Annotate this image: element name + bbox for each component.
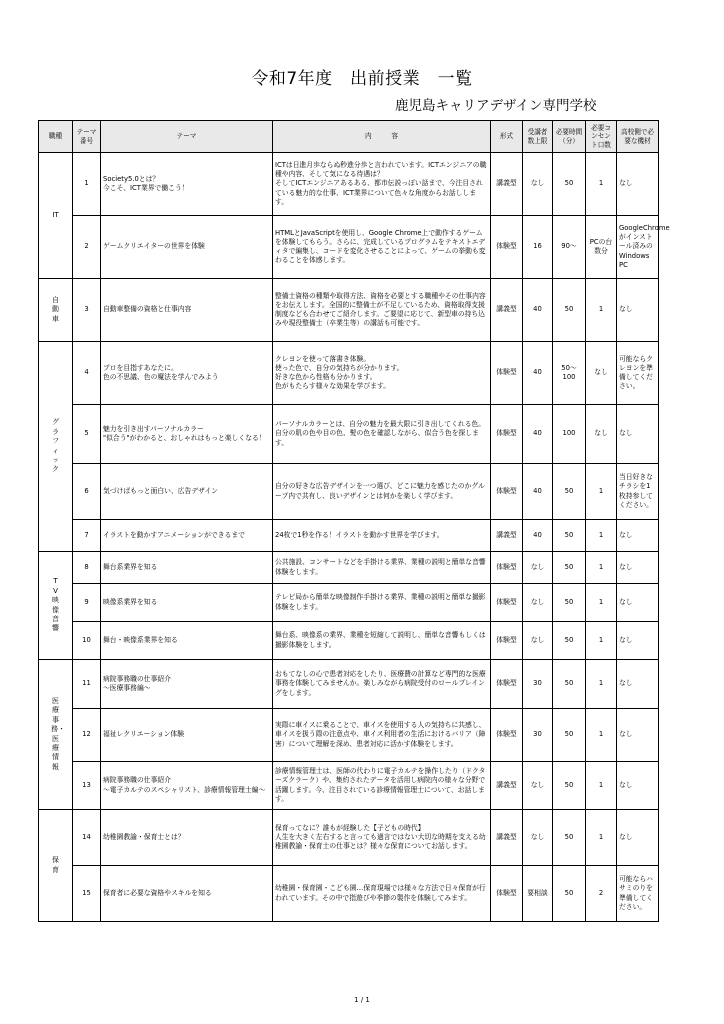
row-equipment: なし: [617, 622, 659, 660]
table-header-row: [39, 121, 659, 153]
row-equipment: なし: [617, 584, 659, 622]
row-equipment: なし: [617, 762, 659, 810]
category-cell: [39, 279, 73, 342]
row-number: 6: [73, 464, 101, 520]
row-theme: Society5.0とは？ 今こそ、ICT業界で働こう！: [101, 153, 273, 216]
table-row: [39, 866, 659, 922]
category-label: 医療事務・医療情報: [51, 696, 65, 771]
category-cell: [39, 342, 73, 552]
row-outlets: 1: [586, 279, 617, 342]
row-time: 100: [553, 405, 586, 464]
row-number: 1: [73, 153, 101, 216]
table-row: [39, 279, 659, 342]
row-number: 15: [73, 866, 101, 922]
category-label: TV映像音響: [52, 577, 59, 633]
row-number: 13: [73, 762, 101, 810]
row-content: 舞台系、映像系の業界、業種を短縮して説明し、簡単な音響もしくは撮影体験をします。: [273, 622, 491, 660]
row-capacity: 40: [523, 405, 553, 464]
table-row: [39, 660, 659, 709]
header-category: 職種: [39, 121, 73, 153]
row-format: 体験型: [491, 216, 523, 279]
row-number: 3: [73, 279, 101, 342]
header-number: テーマ番号: [73, 121, 101, 153]
row-format: 体験型: [491, 584, 523, 622]
row-equipment: 可能ならハサミのりを準備してください。: [617, 866, 659, 922]
row-theme: 魅力を引き出すパーソナルカラー "似合う"がわかると、おしゃれはもっと楽しくなる！: [101, 405, 273, 464]
row-theme: ゲームクリエイターの世界を体験: [101, 216, 273, 279]
row-number: 11: [73, 660, 101, 709]
row-content: 整備士資格の種類や取得方法、資格を必要とする職種やその仕事内容をお伝えします。全国的に整備士が不足しているため、資格取得支援制度なども合わせてご紹介します。ご要望に応じて、新型車の持ち込みや現役整備士（卒業生等）の講話も可能です。: [273, 279, 491, 342]
row-equipment: なし: [617, 660, 659, 709]
row-theme: プロを目指すあなたに。 色の不思議、色の魔法を学んでみよう: [101, 342, 273, 405]
row-content: 診療情報管理士は、医師の代わりに電子カルテを操作したり（ドクターズクラーク）や、集約されたデータを活用し病院内の様々な分野で活躍します。今、注目されている診療情報管理士について、お話します。: [273, 762, 491, 810]
table-row: [39, 464, 659, 520]
row-format: 体験型: [491, 342, 523, 405]
row-number: 14: [73, 810, 101, 866]
category-cell: [39, 153, 73, 279]
row-capacity: 要相談: [523, 866, 553, 922]
row-number: 8: [73, 552, 101, 584]
row-number: 9: [73, 584, 101, 622]
row-outlets: なし: [586, 405, 617, 464]
row-equipment: なし: [617, 709, 659, 762]
row-content: クレヨンを使って落書き体験。 使った色で、自分の気持ちが分かります。 好きな色から性格も分かります。 色がもたらす様々な効果を学びます。: [273, 342, 491, 405]
row-format: 体験型: [491, 552, 523, 584]
row-time: 50: [553, 279, 586, 342]
row-time: 50～100: [553, 342, 586, 405]
category-label: 保育: [52, 856, 59, 874]
row-outlets: 1: [586, 584, 617, 622]
row-outlets: なし: [586, 342, 617, 405]
row-equipment: GoogleChromeがインストール済みのWindows PC: [617, 216, 659, 279]
table-row: [39, 584, 659, 622]
row-outlets: 2: [586, 866, 617, 922]
row-capacity: 40: [523, 464, 553, 520]
row-capacity: 16: [523, 216, 553, 279]
row-outlets: 1: [586, 622, 617, 660]
table-row: [39, 342, 659, 405]
row-format: 講義型: [491, 153, 523, 216]
row-content: HTMLとJavaScriptを使用し、Google Chrome上で動作するゲームを体験してもらう。さらに、完成しているプログラムをテキストエディタで編集し、コードを変化させることによって、ゲームの挙動も変わることを体感します。: [273, 216, 491, 279]
row-equipment: 可能ならクレヨンを準備してください。: [617, 342, 659, 405]
table-row: [39, 552, 659, 584]
row-time: 90～: [553, 216, 586, 279]
row-theme: イラストを動かすアニメーションができるまで: [101, 520, 273, 552]
row-content: 実際に車イスに乗ることで、車イスを使用する人の気持ちに共感し、車イスを扱う際の注意点や、車イス利用者の生活におけるバリア（障害）について理解を深め、患者対応に活かす体験をします。: [273, 709, 491, 762]
row-format: 体験型: [491, 866, 523, 922]
row-content: テレビ局から簡単な映像制作手掛ける業界、業種の説明と簡単な撮影体験をします。: [273, 584, 491, 622]
row-capacity: なし: [523, 762, 553, 810]
row-capacity: 30: [523, 709, 553, 762]
row-content: おもてなしの心で患者対応をしたり、医療費の計算など専門的な医療事務を体験してみませんか。楽しみながら病院受付のロールプレイングをします。: [273, 660, 491, 709]
row-equipment: なし: [617, 279, 659, 342]
category-label: IT: [52, 210, 59, 219]
row-capacity: なし: [523, 552, 553, 584]
header-equipment: 高校側で必要な機材: [617, 121, 659, 153]
table-row: [39, 762, 659, 810]
row-capacity: なし: [523, 153, 553, 216]
row-content: 幼稚園・保育園・こども園…保育現場では様々な方法で日々保育が行われています。その中で指遊びや季節の製作を体験してみます。: [273, 866, 491, 922]
row-capacity: 40: [523, 279, 553, 342]
row-capacity: なし: [523, 622, 553, 660]
row-outlets: 1: [586, 464, 617, 520]
row-number: 10: [73, 622, 101, 660]
row-time: 50: [553, 464, 586, 520]
row-time: 50: [553, 762, 586, 810]
row-format: 体験型: [491, 709, 523, 762]
row-content: 保育ってなに？誰もが経験した【子どもの時代】 人生を大きく左右すると言っても過言ではない大切な時期を支える幼稚園教諭・保育士の仕事とは？様々な保育についてお話します。: [273, 810, 491, 866]
row-theme: 舞台系業界を知る: [101, 552, 273, 584]
row-equipment: 当日好きなチラシを1枚持参してください。: [617, 464, 659, 520]
lessons-table: [38, 120, 670, 922]
page-title: 令和7年度 出前授業 一覧: [251, 69, 473, 89]
row-format: 講義型: [491, 762, 523, 810]
row-capacity: なし: [523, 810, 553, 866]
row-equipment: なし: [617, 520, 659, 552]
category-cell: [39, 660, 73, 810]
row-equipment: なし: [617, 153, 659, 216]
row-format: 体験型: [491, 405, 523, 464]
row-number: 2: [73, 216, 101, 279]
category-label: 自動車: [52, 295, 59, 323]
school-name: 鹿児島キャリアデザイン専門学校: [395, 98, 597, 114]
table-row: [39, 709, 659, 762]
row-time: 50: [553, 622, 586, 660]
row-time: 50: [553, 810, 586, 866]
row-content: 公共施設、コンサートなどを手掛ける業界、業種の説明と簡単な音響体験をします。: [273, 552, 491, 584]
row-format: 講義型: [491, 810, 523, 866]
row-time: 50: [553, 153, 586, 216]
row-format: 講義型: [491, 520, 523, 552]
header-capacity: 受講者数上限: [523, 121, 553, 153]
page-footer: 1 / 1: [354, 996, 370, 1004]
row-time: 50: [553, 660, 586, 709]
row-number: 12: [73, 709, 101, 762]
row-outlets: 1: [586, 520, 617, 552]
category-cell: [39, 552, 73, 660]
row-theme: 病院事務職の仕事紹介 ～医療事務編～: [101, 660, 273, 709]
row-theme: 福祉レクリエーション体験: [101, 709, 273, 762]
row-content: 自分の好きな広告デザインを一つ選び、どこに魅力を感じたのかグループ内で共有し、良いデザインとは何かを楽しく学びます。: [273, 464, 491, 520]
header-theme: テーマ: [101, 121, 273, 153]
row-time: 50: [553, 552, 586, 584]
category-cell: [39, 810, 73, 922]
category-label: グラフィック: [52, 418, 59, 474]
row-format: 体験型: [491, 464, 523, 520]
row-format: 体験型: [491, 660, 523, 709]
row-outlets: 1: [586, 552, 617, 584]
row-capacity: なし: [523, 584, 553, 622]
table-row: [39, 405, 659, 464]
row-format: 体験型: [491, 622, 523, 660]
row-content: パーソナルカラーとは、自分の魅力を最大限に引き出してくれる色。自分の肌の色や目の色、髪の色を確認しながら、似合う色を探します。: [273, 405, 491, 464]
header-format: 形式: [491, 121, 523, 153]
header-outlets: 必要コンセント口数: [586, 121, 617, 153]
row-number: 5: [73, 405, 101, 464]
row-equipment: なし: [617, 405, 659, 464]
row-number: 4: [73, 342, 101, 405]
row-content: ICTは日進月歩ならぬ秒進分歩と言われています。ICTエンジニアの職種や内容、そして気になる待遇は？ そしてICTエンジニアあるある、都市伝説っぽい話まで、今注目されている魅力的な仕事、ICT業界について色々な角度からお話しします。: [273, 153, 491, 216]
row-outlets: 1: [586, 709, 617, 762]
row-theme: 保育者に必要な資格やスキルを知る: [101, 866, 273, 922]
table-row: [39, 153, 659, 216]
row-outlets: 1: [586, 762, 617, 810]
row-theme: 舞台・映像系業界を知る: [101, 622, 273, 660]
row-time: 50: [553, 709, 586, 762]
row-theme: 病院事務職の仕事紹介 ～電子カルテのスペシャリスト、診療情報管理士編～: [101, 762, 273, 810]
row-equipment: なし: [617, 552, 659, 584]
row-theme: 映像系業界を知る: [101, 584, 273, 622]
row-time: 50: [553, 584, 586, 622]
row-time: 50: [553, 866, 586, 922]
row-number: 7: [73, 520, 101, 552]
row-theme: 気づけばもっと面白い、広告デザイン: [101, 464, 273, 520]
row-content: 24枚で1秒を作る！イラストを動かす世界を学びます。: [273, 520, 491, 552]
row-outlets: 1: [586, 153, 617, 216]
header-time: 必要時間（分）: [553, 121, 586, 153]
table-row: [39, 810, 659, 866]
header-content: 内 容: [273, 121, 491, 153]
row-theme: 幼稚園教諭・保育士とは？: [101, 810, 273, 866]
row-format: 講義型: [491, 279, 523, 342]
row-capacity: 40: [523, 520, 553, 552]
table-row: [39, 216, 659, 279]
row-capacity: 40: [523, 342, 553, 405]
row-equipment: なし: [617, 810, 659, 866]
table-row: [39, 520, 659, 552]
table-row: [39, 622, 659, 660]
row-theme: 自動車整備の資格と仕事内容: [101, 279, 273, 342]
row-capacity: 30: [523, 660, 553, 709]
row-outlets: 1: [586, 660, 617, 709]
row-time: 50: [553, 520, 586, 552]
row-outlets: 1: [586, 810, 617, 866]
row-outlets: PCの台数分: [586, 216, 617, 279]
